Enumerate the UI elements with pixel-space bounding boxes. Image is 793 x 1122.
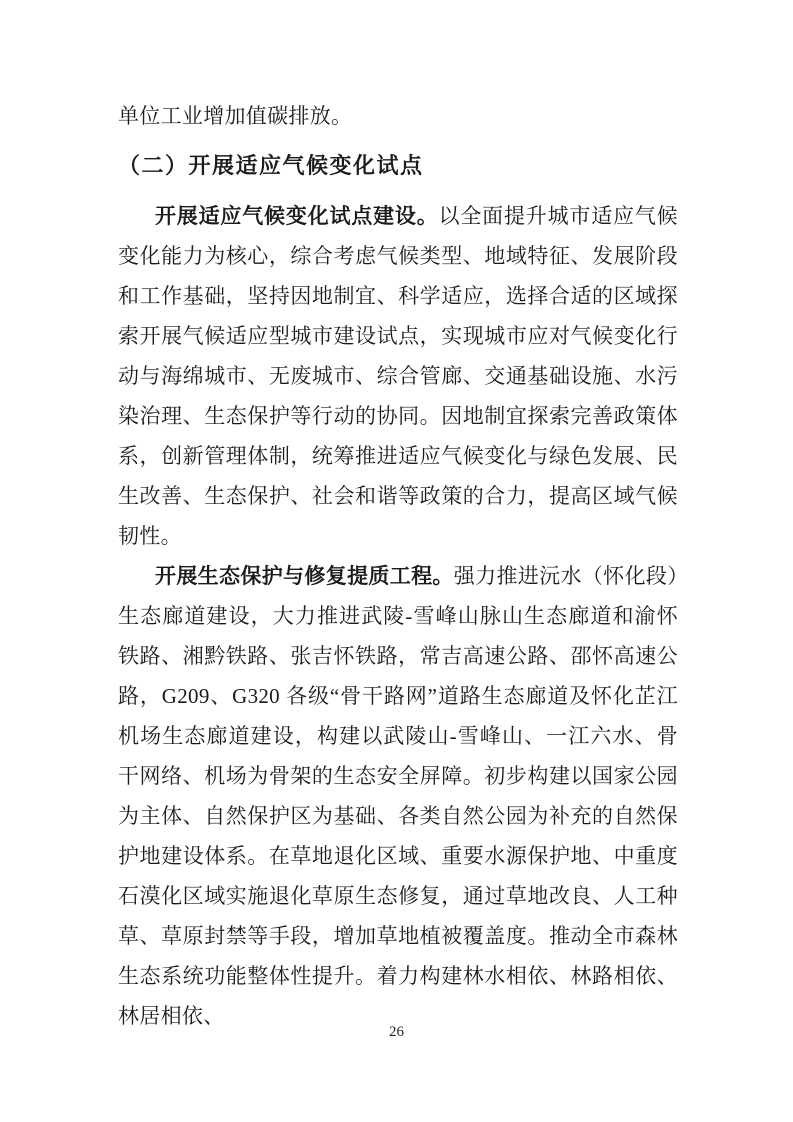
paragraph-body: 强力推进沅水（怀化段）生态廊道建设，大力推进武陵-雪峰山脉山生态廊道和渝怀铁路、湘黔铁路、张吉怀铁路，常吉高速公路、邵怀高速公路，G209、G320 各级“骨干路网”道路生态廊道及怀化芷江机场生态廊道建设，构建以武陵山-雪峰山、一江六水、骨干网络、机场为骨架的生态安全屏障。初步构建以国家公园为主体、自然保护区为基础、各类自然公园为补充的自然保护地建设体系。在草地退化区域、重要水源保护地、中重度石漠化区域实施退化草原生态修复，通过草地改良、人工种草、草原封禁等手段，增加草地植被覆盖度。推动全市森林生态系统功能整体性提升。着力构建林水相依、林路相依、林居相依、 <box>118 564 678 1028</box>
paragraph <box>118 196 678 556</box>
paragraph-continuation: 单位工业增加值碳排放。 <box>118 104 353 128</box>
paragraph-body: 以全面提升城市适应气候变化能力为核心，综合考虑气候类型、地域特征、发展阶段和工作基础，坚持因地制宜、科学适应，选择合适的区域探索开展气候适应型城市建设试点，实现城市应对气候变化行动与海绵城市、无废城市、综合管廊、交通基础设施、水污染治理、生态保护等行动的协同。因地制宜探索完善政策体系，创新管理体制，统筹推进适应气候变化与绿色发展、民生改善、生态保护、社会和谐等政策的合力，提高区域气候韧性。 <box>118 204 678 548</box>
section-heading: （二）开展适应气候变化试点 <box>118 153 424 178</box>
paragraph <box>118 556 678 1036</box>
page-content <box>118 96 678 1036</box>
paragraph-lead: 开展适应气候变化试点建设。 <box>155 204 439 228</box>
page-number: 26 <box>389 1024 404 1040</box>
paragraph-lead: 开展生态保护与修复提质工程。 <box>155 564 454 588</box>
